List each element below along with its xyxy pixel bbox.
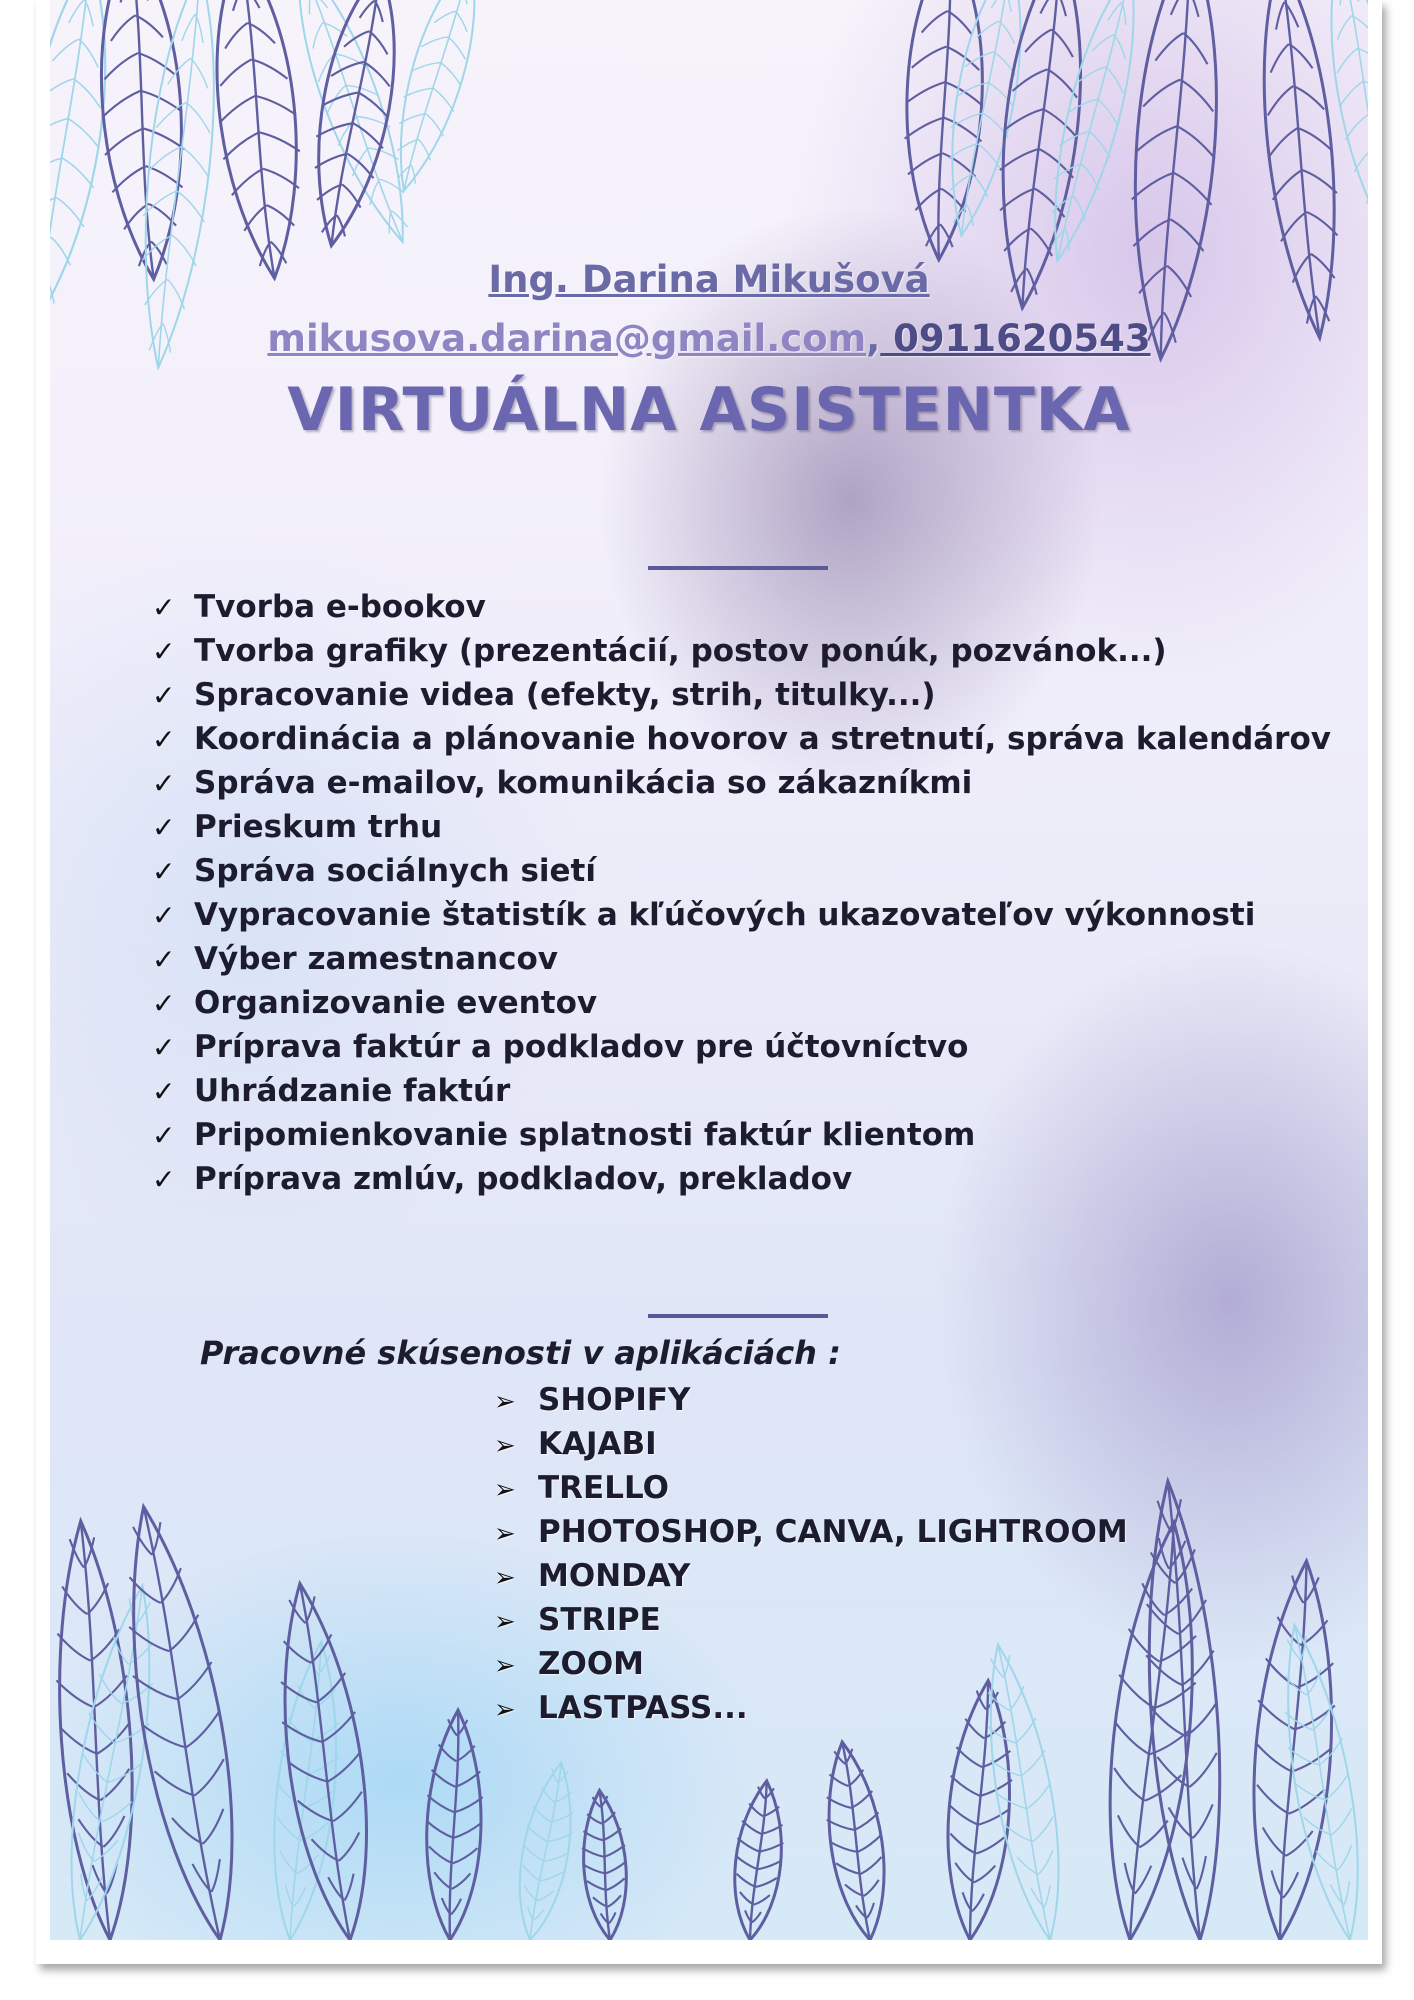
service-label: Príprava zmlúv, podkladov, prekladov bbox=[194, 1161, 853, 1197]
app-label: PHOTOSHOP, CANVA, LIGHTROOM bbox=[538, 1514, 1128, 1550]
service-label: Tvorba grafiky (prezentácií, postov ponúk, pozvánok...) bbox=[194, 633, 1167, 669]
list-item bbox=[152, 981, 1331, 1025]
service-label: Organizovanie eventov bbox=[194, 985, 598, 1021]
checkmark-icon: ✓ bbox=[152, 811, 176, 844]
checkmark-icon: ✓ bbox=[152, 943, 176, 976]
list-item bbox=[152, 893, 1331, 937]
arrow-bullet-icon: ➢ bbox=[494, 1431, 516, 1461]
leaf-shape bbox=[50, 1519, 145, 1940]
arrow-bullet-icon: ➢ bbox=[494, 1695, 516, 1725]
contact-separator: , bbox=[866, 317, 881, 360]
flyer-page bbox=[36, 0, 1382, 1964]
list-item bbox=[494, 1598, 1128, 1642]
leaf-shape bbox=[422, 1709, 485, 1940]
checkmark-icon: ✓ bbox=[152, 679, 176, 712]
arrow-bullet-icon: ➢ bbox=[494, 1519, 516, 1549]
list-item bbox=[494, 1466, 1128, 1510]
leaf-shape bbox=[578, 1789, 631, 1940]
app-label: LASTPASS... bbox=[538, 1690, 748, 1726]
service-label: Vypracovanie štatistík a kľúčových ukazovateľov výkonnosti bbox=[194, 897, 1256, 933]
arrow-bullet-icon: ➢ bbox=[494, 1387, 516, 1417]
leaf-shape bbox=[507, 1759, 584, 1940]
phone-number: 0911620543 bbox=[880, 317, 1151, 360]
app-label: SHOPIFY bbox=[538, 1382, 691, 1418]
list-item bbox=[494, 1686, 1128, 1730]
checkmark-icon: ✓ bbox=[152, 1119, 176, 1152]
list-item bbox=[152, 761, 1331, 805]
list-item bbox=[152, 1025, 1331, 1069]
list-item bbox=[152, 805, 1331, 849]
leaf-shape bbox=[816, 1738, 896, 1940]
checkmark-icon: ✓ bbox=[152, 855, 176, 888]
list-item bbox=[494, 1378, 1128, 1422]
checkmark-icon: ✓ bbox=[152, 635, 176, 668]
service-label: Správa e-mailov, komunikácia so zákazníkmi bbox=[194, 765, 973, 801]
list-item bbox=[494, 1422, 1128, 1466]
service-label: Príprava faktúr a podkladov pre účtovníctvo bbox=[194, 1029, 969, 1065]
page-title: VIRTUÁLNA ASISTENTKA bbox=[287, 375, 1131, 445]
arrow-bullet-icon: ➢ bbox=[494, 1563, 516, 1593]
section-divider bbox=[648, 566, 828, 570]
services-list bbox=[152, 585, 1331, 1201]
watercolor-background bbox=[50, 0, 1368, 1940]
list-item bbox=[494, 1642, 1128, 1686]
service-label: Uhrádzanie faktúr bbox=[194, 1073, 511, 1109]
service-label: Prieskum trhu bbox=[194, 809, 443, 845]
checkmark-icon: ✓ bbox=[152, 723, 176, 756]
section-divider bbox=[648, 1314, 828, 1318]
leaf-shape bbox=[202, 0, 313, 282]
apps-list bbox=[494, 1378, 1128, 1730]
service-label: Koordinácia a plánovanie hovorov a stretnutí, správa kalendárov bbox=[194, 721, 1331, 757]
arrow-bullet-icon: ➢ bbox=[494, 1475, 516, 1505]
list-item bbox=[152, 1069, 1331, 1113]
list-item bbox=[152, 585, 1331, 629]
service-label: Tvorba e-bookov bbox=[194, 589, 486, 625]
leaf-shape bbox=[727, 1778, 790, 1940]
list-item bbox=[152, 849, 1331, 893]
checkmark-icon: ✓ bbox=[152, 987, 176, 1020]
checkmark-icon: ✓ bbox=[152, 1075, 176, 1108]
service-label: Výber zamestnancov bbox=[194, 941, 558, 977]
author-name: Ing. Darina Mikušová bbox=[488, 258, 930, 301]
app-label: ZOOM bbox=[538, 1646, 645, 1682]
leaf-shape bbox=[1121, 0, 1230, 362]
app-label: STRIPE bbox=[538, 1602, 661, 1638]
apps-heading: Pracovné skúsenosti v aplikáciách : bbox=[200, 1334, 841, 1372]
leaf-shape bbox=[1242, 1558, 1345, 1940]
list-item bbox=[494, 1510, 1128, 1554]
service-label: Správa sociálnych sietí bbox=[194, 853, 597, 889]
arrow-bullet-icon: ➢ bbox=[494, 1651, 516, 1681]
service-label: Pripomienkovanie splatnosti faktúr klientom bbox=[194, 1117, 976, 1153]
checkmark-icon: ✓ bbox=[152, 767, 176, 800]
service-label: Spracovanie videa (efekty, strih, titulky...) bbox=[194, 677, 936, 713]
list-item bbox=[152, 673, 1331, 717]
email-link[interactable]: mikusova.darina@gmail.com bbox=[267, 317, 867, 360]
list-item bbox=[152, 937, 1331, 981]
checkmark-icon: ✓ bbox=[152, 1163, 176, 1196]
contact-line bbox=[50, 317, 1368, 360]
checkmark-icon: ✓ bbox=[152, 591, 176, 624]
app-label: TRELLO bbox=[538, 1470, 669, 1506]
leaf-shape bbox=[1313, 0, 1368, 250]
list-item bbox=[152, 717, 1331, 761]
list-item bbox=[494, 1554, 1128, 1598]
arrow-bullet-icon: ➢ bbox=[494, 1607, 516, 1637]
list-item bbox=[152, 1157, 1331, 1201]
checkmark-icon: ✓ bbox=[152, 1031, 176, 1064]
app-label: MONDAY bbox=[538, 1558, 691, 1594]
list-item bbox=[152, 629, 1331, 673]
checkmark-icon: ✓ bbox=[152, 899, 176, 932]
list-item bbox=[152, 1113, 1331, 1157]
leaf-shape bbox=[900, 0, 988, 261]
app-label: KAJABI bbox=[538, 1426, 657, 1462]
